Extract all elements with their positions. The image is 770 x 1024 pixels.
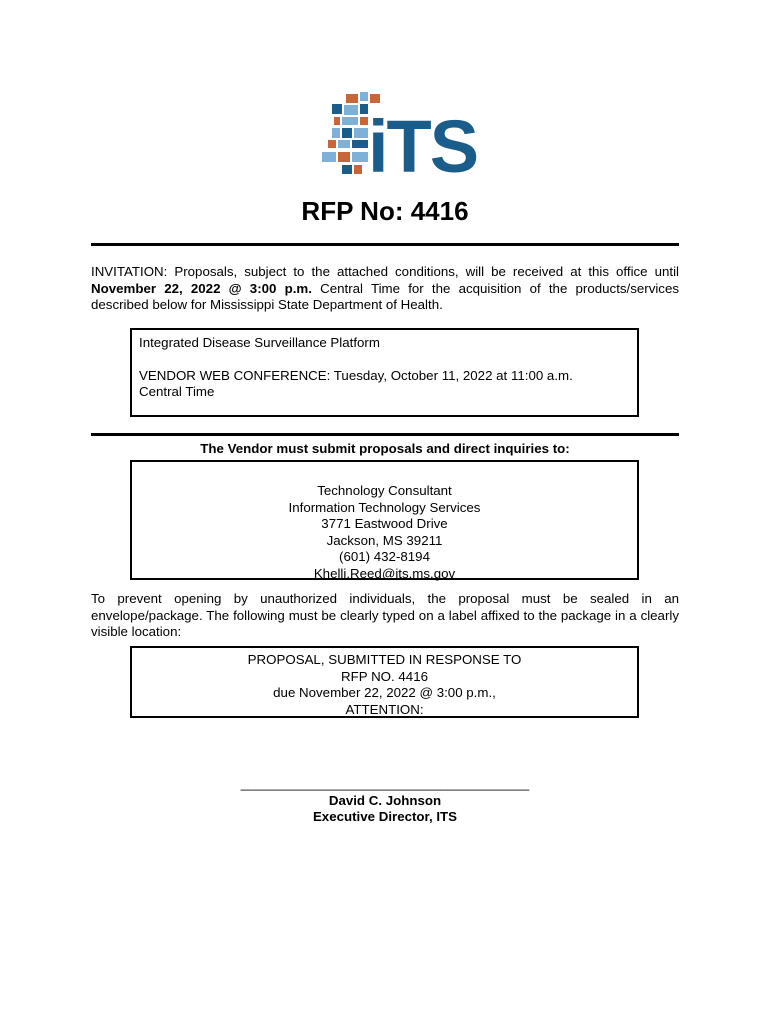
project-box: [130, 328, 639, 417]
label-line-2: RFP NO. 4416: [341, 668, 428, 684]
contact-phone: (601) 432-8194: [339, 549, 430, 564]
submit-heading: The Vendor must submit proposals and direct inquiries to:: [200, 441, 570, 456]
contact-email: Khelli.Reed@its.ms.gov: [313, 565, 456, 581]
label-box: [130, 646, 639, 718]
signer-name: David C. Johnson: [328, 792, 442, 808]
invitation-paragraph: [91, 264, 679, 314]
contact-role: Technology Consultant: [317, 483, 452, 498]
its-logo: [322, 92, 478, 188]
signer-title: Executive Director, ITS: [312, 809, 458, 824]
sealing-paragraph: To prevent opening by unauthorized individuals, the proposal must be sealed in an envelope/package. The following must be clearly typed on a label affixed to the package in a clearly visible location:: [91, 591, 679, 639]
contact-city: Jackson, MS 39211: [326, 532, 443, 548]
signature-line: _______________________________________: [240, 776, 530, 791]
contact-org: Information Technology Services: [288, 499, 481, 515]
invitation-lead: INVITATION: Proposals, subject to the attached conditions, will be received at this office until: [91, 264, 679, 279]
divider-middle: [91, 433, 679, 436]
signature-block: [0, 776, 770, 826]
invitation-tail: Central Time for the acquisition of the products/services described below for Mississippi State Department of Health.: [91, 280, 679, 312]
label-line-4: ATTENTION:: [345, 701, 424, 717]
web-conference: VENDOR WEB CONFERENCE: Tuesday, October 11, 2022 at 11:00 a.m. Central Time: [139, 367, 573, 399]
contact-street: 3771 Eastwood Drive: [321, 516, 448, 531]
label-line-1: PROPOSAL, SUBMITTED IN RESPONSE TO: [247, 652, 522, 667]
invitation-due-date: November 22, 2022 @ 3:00 p.m.: [91, 280, 312, 296]
logo-text: iTS: [368, 105, 478, 188]
divider-top: [91, 243, 679, 246]
contact-box: [130, 460, 639, 580]
project-name: Integrated Disease Surveillance Platform: [139, 335, 380, 350]
label-line-3: due November 22, 2022 @ 3:00 p.m.,: [273, 685, 496, 700]
rfp-title: RFP No: 4416: [301, 196, 469, 226]
